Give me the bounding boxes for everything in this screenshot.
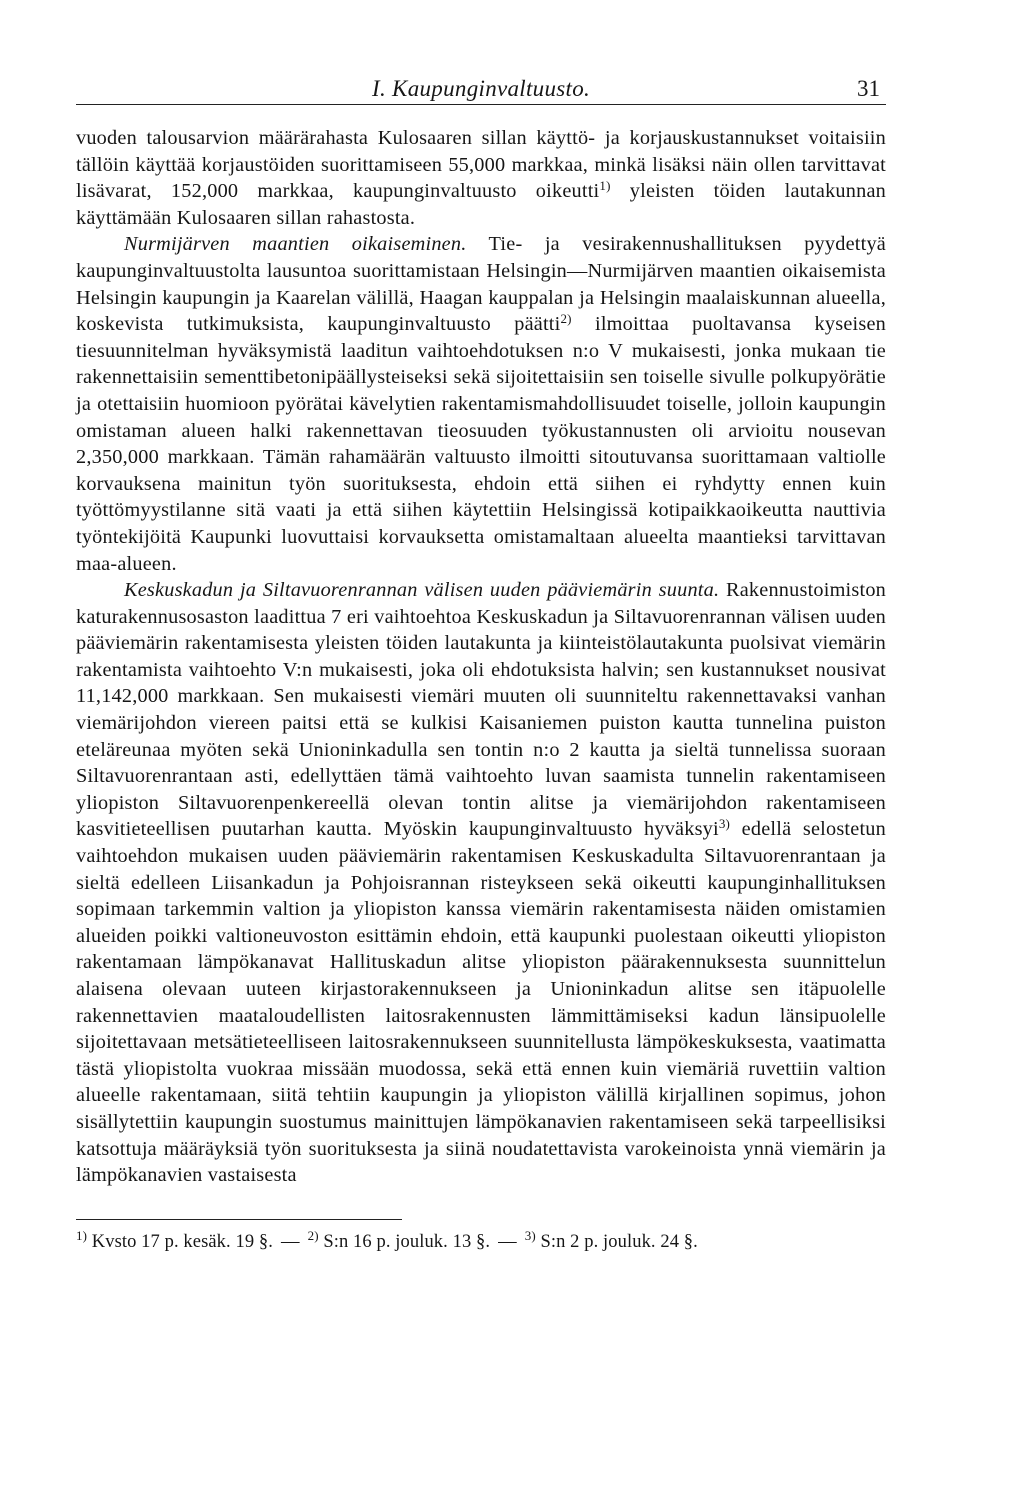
paragraph-1 [76,125,886,231]
paragraph-text: vuoden talousarvion määrärahasta Kulosaaren sillan käyttö- ja korjauskustannukset voitaisiin tällöin käyttää korjaustöiden suorittamiseen 55,000 markkaa, minkä lisäksi näin ollen tarvittavat lisävarat, 152,000 markkaa, kaupunginvaltuusto oikeutti [76,127,886,203]
document-page [76,74,886,1253]
paragraph-3 [76,577,886,1189]
footnote-separator: — [498,1231,517,1252]
footnote-mark: 3) [524,1227,536,1243]
paragraph-text: Rakennustoimiston katurakennusosaston laadittua 7 eri vaihtoehtoa Keskuskadun ja Siltavuorenrannan välisen uuden pääviemärin rakentamisesta yleisten töiden lautakunta ja kiinteistölautakunta puolsivat viemärin rakentamista vaihtoehto V:n mukaisesti, joka oli ehdotuksista halvin; sen kustannukset nousivat 11,142,000 markkaan. Sen mukaisesti viemäri muuten oli suunniteltu rakennettavaksi vanhan viemärijohdon viereen paitsi että se kulkisi Kaisaniemen puiston kautta tunnelina puiston eteläreunaa myöten sekä Unioninkadulla sen tontin n:o 2 kautta ja sieltä tunnelissa suoraan Siltavuorenrantaan asti, edellyttäen tämä vaihtoehto luvan saamista tunnelin rakentamiseen yliopiston Siltavuorenpenkereellä olevan tontin alitse ja viemärijohdon rakentamiseen kasvitieteellisen puutarhan kautta. Myöskin kaupunginvaltuusto hyväksyi [76,579,886,841]
footnote-mark: 1) [76,1227,88,1243]
footnote-text: S:n 16 p. jouluk. 13 §. [318,1231,491,1252]
footnote-separator: — [280,1231,300,1252]
body-text [76,125,886,1189]
running-title: I. Kaupunginvaltuusto. [372,76,591,101]
paragraph-text: yleisten töiden lautakunnan käyttämään Kulosaaren sillan rahastosta. [76,180,886,229]
footnote-ref: 1) [599,178,611,194]
paragraph-text: ilmoittaa puoltavansa kyseisen tiesuunnitelman hyväksymistä laaditun vaihtoehdotuksen n:o V mukaisesti, jonka mukaan tie rakennettaisiin sementtibetonipäällysteiseksi sekä sijoitettaisiin sen toiselle sivulle polkupyörätie ja otettaisiin huomioon pyörätai kävelytien rakentamismahdollisuudet toiselle, jolloin kaupungin omistaman alueen halki rakennettavan tieosuuden työkustannusten oli arvioitu nousevan 2,350,000 markkaan. Tämän rahamäärän valtuusto ilmoitti sitoutuvansa suorittamaan valtiolle korvauksena mainitun työn suorituksesta, ehdoin että siihen ei ryhdytty ennen kuin työttömyystilanne sitä vaati ja että siihen käytettiin Helsingissä kotipaikkaoikeutta nauttivia työntekijöitä Kaupunki luovuttaisi korvauksetta omistamaltaan alueelta maantieksi tarvittavan maa-alueen. [76,313,886,575]
section-heading: Keskuskadun ja Siltavuorenrannan välisen uuden pääviemärin suunta. [124,579,720,602]
footnote-text: Kvsto 17 p. kesäk. 19 §. [87,1231,273,1252]
footnote-text: S:n 2 p. jouluk. 24 §. [535,1231,698,1252]
paragraph-2 [76,231,886,577]
page-number: 31 [857,76,880,101]
footnote-mark: 2) [307,1227,319,1243]
section-heading: Nurmijärven maantien oikaiseminen. [124,233,467,256]
paragraph-text: Tie- ja vesirakennushallituksen pyydettyä kaupunginvaltuustolta lausuntoa suorittamistaan Helsingin—Nurmijärven maantien oikaisemista Helsingin kaupungin ja Kaarelan välillä, Haagan kauppalan ja Helsingin maalaiskunnan alueella, koskevista tutkimuksista, kaupunginvaltuusto päätti [76,233,886,336]
footnotes [76,1219,698,1253]
paragraph-text: edellä selostetun vaihtoehdon mukaisen uuden pääviemärin rakentamisen Keskuskadulta Siltavuorenrantaan ja sieltä edelleen Liisankadun ja Pohjoisrannan risteykseen sekä oikeutti kaupunginhallituksen sopimaan tarkemmin valtion ja yliopiston kanssa viemärin rakentamisesta näiden omistamien alueiden poikki valtioneuvoston esittämin ehdoin, että kaupunki puolestaan oikeutti yliopiston rakentamaan lämpökanavat Hallituskadun alitse yliopiston päärakennuksesta suunnittelun alaisena olevaan uuteen kirjastorakennukseen ja Unioninkadun alitse sen itäpuolelle rakennettavien maataloudellisten laitosrakennusten lämmittämiseksi kadun länsipuolelle sijoitettavaan metsätieteelliseen laitosrakennukseen suunnitellusta lämpökeskuksesta, vaatimatta tästä yliopistolta vuokraa missään muodossa, sekä että ennen kuin viemäriä ruvettiin valtion alueelle rakentamaan, siitä tehtiin kaupungin ja yliopiston välillä kirjallinen sopimus, johon sisällytettiin kaupungin suostumus mainittujen lämpökanavien rakentamiseen sekä tarpeellisiksi katsottuja määräyksiä työn suorituksesta ja siinä noudatettavista varokeinoista ynnä viemärin ja lämpökanavien vastaisesta [76,818,886,1187]
running-head [76,74,886,105]
footnote-ref: 2) [560,311,572,327]
footnote-ref: 3) [718,816,731,832]
footnote-row [76,1227,886,1253]
